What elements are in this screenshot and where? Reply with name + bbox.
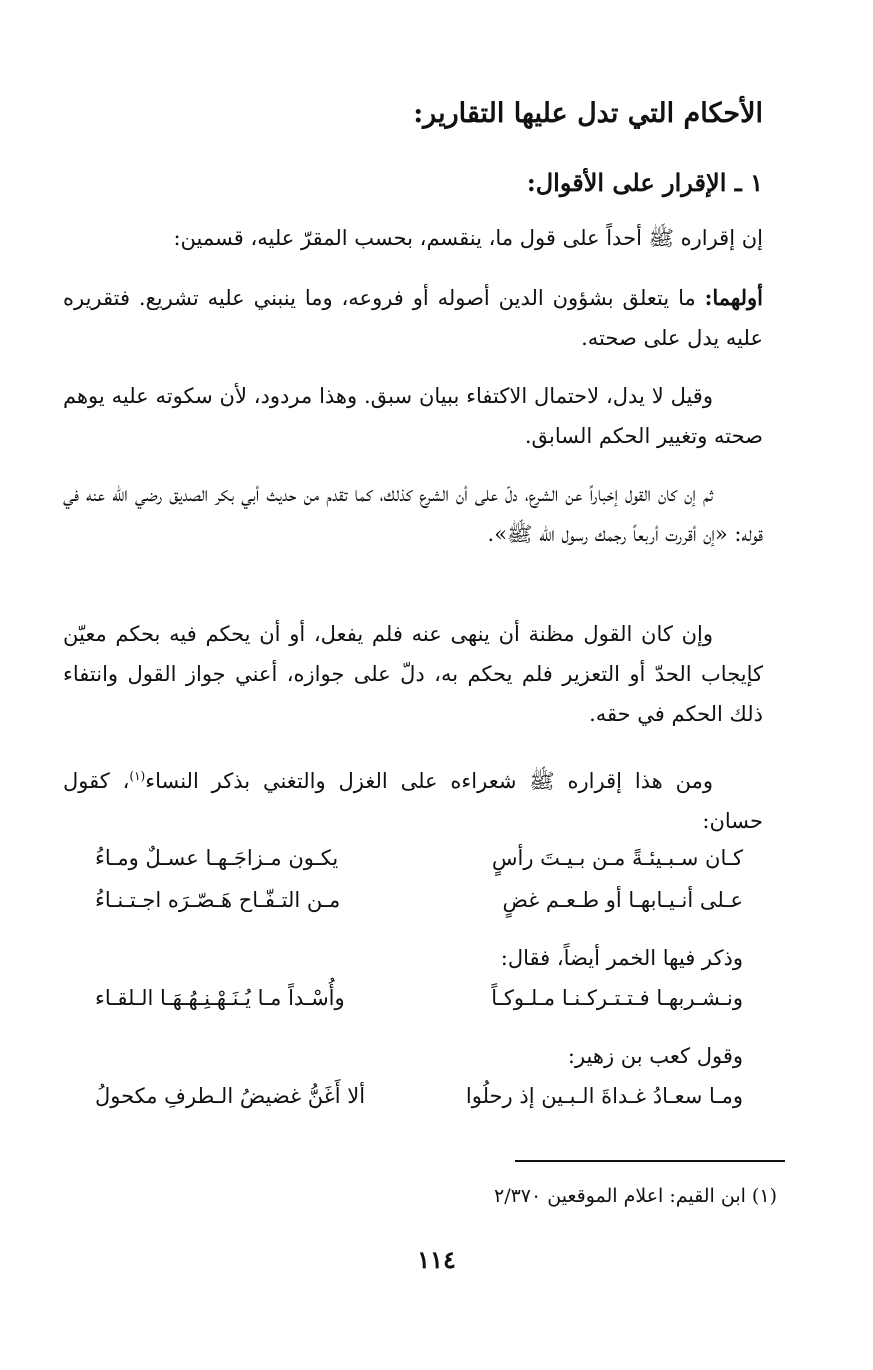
paragraph-6-text-end: ، كقول حسان: [63,769,763,833]
paragraph-2-lead: أولهما: [704,285,763,310]
poem3-intro: وقول كعب بن زهير: [567,1044,743,1068]
paragraph-2 [63,278,763,358]
poem3-line1-first-hemistich: ومـا سعـادُ غـداةَ الـبـين إذ رحلُوا [465,1084,743,1108]
paragraph-2-text: ما يتعلق بشؤون الدين أصوله أو فروعه، وما ينبني عليه تشريع. فتقريره عليه يدل على صحته. [63,286,763,350]
paragraph-1: إن إقراره ﷺ أحداً على قول ما، ينقسم، بحسب المقرّ عليه، قسمين: [173,226,763,250]
poem2-intro: وذكر فيها الخمر أيضاً، فقال: [500,946,743,970]
poem1-line1-second-hemistich: يكـون مـزاجَـهـا عسـلٌ ومـاءُ [95,846,339,870]
section-heading: الأحكام التي تدل عليها التقارير: [413,98,763,129]
paragraph-6-text: ومن هذا إقراره ﷺ شعراءه على الغزل والتغني بذكر النساء [145,769,713,793]
poem2-line1-first-hemistich: ونـشـربهـا فـتـتـركـنـا مـلـوكـاً [491,986,743,1010]
paragraph-4: ثم إن كان القول إخباراً عن الشرع، دلّ على أن الشرع كذلك، كما تقدم من حديث أبي بكر الصديق رضي الله عنه في قوله: «إن أقررت أربعاً رجمك رسول الله ﷺ». [63,482,763,546]
paragraph-3: وقيل لا يدل، لاحتمال الاكتفاء ببيان سبق. وهذا مردود، لأن سكوته عليه يوهم صحته وتغيير الحكم السابق. [63,384,763,448]
footnote-marker: (١) [129,769,146,783]
footnote-divider [515,1160,785,1162]
subsection-heading: ١ ـ الإقرار على الأقوال: [526,168,763,197]
paragraph-6 [63,756,763,841]
poem1-line2-first-hemistich: عـلى أنـيـابهـا أو طـعـم غضٍ [502,888,743,912]
poem1-line1-first-hemistich: كـان سـبـيئـةً مـن بـيـتَ رأسٍ [491,846,743,870]
paragraph-5: وإن كان القول مظنة أن ينهى عنه فلم يفعل، أو أن يحكم فيه بحكم معيّن كإيجاب الحدّ أو التعزير فلم يحكم به، دلّ على جوازه، أعني جواز القول وانتفاء ذلك الحكم في حقه. [63,622,763,726]
footnote: (١) ابن القيم: اعلام الموقعين ٢/٣٧٠ [493,1185,777,1207]
page-number: ١١٤ [417,1245,456,1274]
poem2-line1-second-hemistich: وأُسْـداً مـا يُـنَـهْـنِـهُـهَـا الـلقـاء [95,986,345,1010]
poem1-line2-second-hemistich: مـن التـفّـاح هَـصّـرَه اجـتـنـاءُ [95,888,341,912]
poem3-line1-second-hemistich: ألا أَغَنُّ غضيضُ الـطرفِ مكحولُ [95,1084,366,1108]
